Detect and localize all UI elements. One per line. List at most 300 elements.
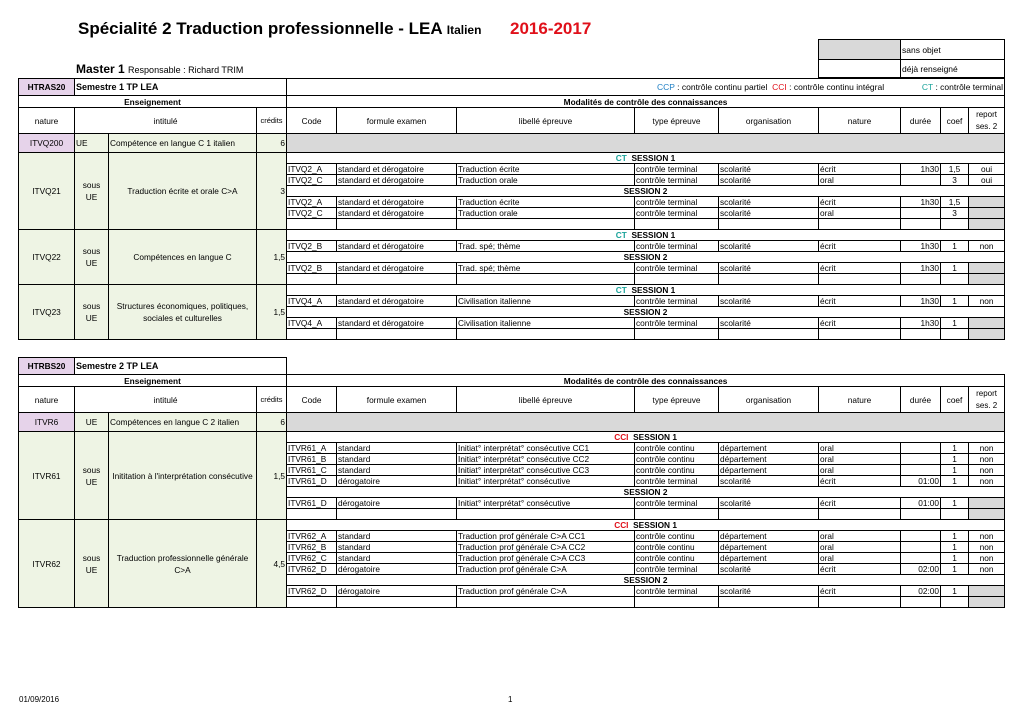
empty-cell (819, 219, 901, 230)
session-label: SESSION 2 (623, 487, 668, 497)
exam-formule: standard et dérogatoire (337, 164, 457, 175)
exam-libelle: Civilisation italienne (457, 296, 635, 307)
empty-cell (819, 274, 901, 285)
exam-type: contrôle continu (635, 542, 719, 553)
col-coef: coef (941, 387, 969, 413)
empty-cell (901, 219, 941, 230)
exam-report (969, 498, 1005, 509)
sub-ue-nature: sous UE (75, 432, 109, 520)
col-coef: coef (941, 108, 969, 134)
exam-coef: 3 (941, 175, 969, 186)
exam-duree (901, 465, 941, 476)
exam-organisation: scolarité (719, 208, 819, 219)
session-header (287, 252, 1005, 263)
exam-coef: 1 (941, 498, 969, 509)
exam-report: non (969, 443, 1005, 454)
empty-cell (819, 329, 901, 340)
empty-cell (457, 274, 635, 285)
exam-report: non (969, 542, 1005, 553)
exam-nature: écrit (819, 476, 901, 487)
col-report: report ses. 2 (969, 387, 1005, 413)
academic-year: 2016-2017 (510, 19, 592, 38)
exam-duree: 1h30 (901, 164, 941, 175)
exam-type: contrôle terminal (635, 208, 719, 219)
exam-coef: 1,5 (941, 197, 969, 208)
exam-code: ITVR61_B (287, 454, 337, 465)
exam-type: contrôle terminal (635, 263, 719, 274)
empty-cell (719, 329, 819, 340)
exam-coef: 1 (941, 531, 969, 542)
exam-nature: écrit (819, 498, 901, 509)
empty-cell (901, 274, 941, 285)
enseignement-header: Enseignement (19, 375, 287, 387)
exam-report (969, 197, 1005, 208)
exam-duree: 02:00 (901, 586, 941, 597)
exam-report: non (969, 454, 1005, 465)
exam-nature: écrit (819, 564, 901, 575)
legend (818, 39, 1005, 78)
exam-formule: standard et dérogatoire (337, 318, 457, 329)
exam-formule: dérogatoire (337, 476, 457, 487)
empty-cell (287, 509, 337, 520)
exam-type: contrôle continu (635, 465, 719, 476)
col-formule: formule examen (337, 387, 457, 413)
exam-organisation: scolarité (719, 263, 819, 274)
col-nature: nature (19, 108, 75, 134)
exam-duree: 1h30 (901, 241, 941, 252)
exam-organisation: scolarité (719, 564, 819, 575)
exam-formule: standard et dérogatoire (337, 208, 457, 219)
exam-type: contrôle continu (635, 443, 719, 454)
col-nature: nature (19, 387, 75, 413)
sub-ue-credits: 3 (257, 153, 287, 230)
exam-code: ITVQ4_A (287, 318, 337, 329)
exam-formule: dérogatoire (337, 498, 457, 509)
exam-organisation: département (719, 531, 819, 542)
exam-duree (901, 531, 941, 542)
sub-ue-block (19, 153, 1005, 230)
exam-libelle: Traduction prof générale C>A (457, 564, 635, 575)
page-number: 1 (508, 695, 513, 704)
exam-libelle: Traduction orale (457, 208, 635, 219)
exam-type: contrôle terminal (635, 586, 719, 597)
empty-cell (969, 329, 1005, 340)
exam-report (969, 318, 1005, 329)
empty-cell (969, 274, 1005, 285)
session-header (287, 186, 1005, 197)
exam-duree: 1h30 (901, 296, 941, 307)
session-header (287, 575, 1005, 586)
ue-credits: 6 (257, 413, 287, 432)
sub-ue-credits: 1,5 (257, 285, 287, 340)
exam-coef: 1 (941, 586, 969, 597)
exam-organisation: scolarité (719, 164, 819, 175)
exam-code: ITVR62_D (287, 564, 337, 575)
empty-cell (719, 219, 819, 230)
sub-ue-title: Structures économiques, politiques, sociales et culturelles (109, 285, 257, 340)
sub-ue-code: ITVQ22 (19, 230, 75, 285)
exam-libelle: Traduction orale (457, 175, 635, 186)
exam-formule: standard (337, 531, 457, 542)
exam-code: ITVR61_D (287, 476, 337, 487)
col-type: type épreuve (635, 387, 719, 413)
exam-nature: écrit (819, 263, 901, 274)
exam-coef: 1 (941, 476, 969, 487)
exam-nature: oral (819, 542, 901, 553)
exam-coef: 1 (941, 296, 969, 307)
col-report: report ses. 2 (969, 108, 1005, 134)
exam-coef: 1,5 (941, 164, 969, 175)
semester-title: Semestre 1 TP LEA (75, 79, 287, 96)
col-intitule: intitulé (75, 387, 257, 413)
empty-cell (901, 509, 941, 520)
semester-title: Semestre 2 TP LEA (75, 358, 287, 375)
session-label: SESSION 2 (623, 575, 668, 585)
session-header (287, 520, 1005, 531)
sub-ue-nature: sous UE (75, 285, 109, 340)
sub-ue-nature: sous UE (75, 153, 109, 230)
exam-coef: 1 (941, 443, 969, 454)
legend-modes: CCP : contrôle continu partiel CCI : contrôle continu intégral CT : contrôle terminal (287, 79, 1005, 96)
empty-cell (337, 509, 457, 520)
empty-cell (337, 597, 457, 608)
ue-nature: UE (75, 134, 109, 153)
empty-cell (819, 597, 901, 608)
exam-type: contrôle terminal (635, 164, 719, 175)
exam-libelle: Trad. spé; thème (457, 263, 635, 274)
exam-code: ITVQ2_C (287, 208, 337, 219)
exam-libelle: Initiat° interprétat° consécutive (457, 476, 635, 487)
ue-code: ITVQ200 (19, 134, 75, 153)
col-nature2: nature (819, 387, 901, 413)
exam-organisation: département (719, 443, 819, 454)
exam-nature: oral (819, 465, 901, 476)
exam-code: ITVR61_C (287, 465, 337, 476)
empty-cell (457, 597, 635, 608)
exam-code: ITVQ4_A (287, 296, 337, 307)
exam-formule: standard (337, 454, 457, 465)
exam-formule: standard (337, 465, 457, 476)
exam-libelle: Initiat° interprétat° consécutive CC2 (457, 454, 635, 465)
exam-formule: standard (337, 542, 457, 553)
exam-report (969, 263, 1005, 274)
exam-code: ITVR62_B (287, 542, 337, 553)
sub-ue-code: ITVQ21 (19, 153, 75, 230)
semester-code: HTRBS20 (19, 358, 75, 375)
exam-formule: standard et dérogatoire (337, 197, 457, 208)
exam-nature: oral (819, 208, 901, 219)
ue-code: ITVR6 (19, 413, 75, 432)
exam-type: contrôle continu (635, 454, 719, 465)
exam-nature: oral (819, 175, 901, 186)
sub-ue-credits: 1,5 (257, 230, 287, 285)
exam-organisation: scolarité (719, 498, 819, 509)
exam-coef: 1 (941, 454, 969, 465)
empty-cell (457, 329, 635, 340)
exam-code: ITVQ2_A (287, 164, 337, 175)
semester-1-table (18, 78, 1005, 340)
exam-formule: standard et dérogatoire (337, 175, 457, 186)
exam-coef: 3 (941, 208, 969, 219)
empty-cell (719, 274, 819, 285)
exam-code: ITVR61_D (287, 498, 337, 509)
empty-cell (969, 597, 1005, 608)
legend-sans-objet: sans objet (901, 40, 1005, 60)
session-header (287, 487, 1005, 498)
col-libelle: libellé épreuve (457, 387, 635, 413)
empty-cell (941, 219, 969, 230)
exam-nature: écrit (819, 241, 901, 252)
sub-ue-title: Traduction écrite et orale C>A (109, 153, 257, 230)
exam-code: ITVR62_A (287, 531, 337, 542)
col-libelle: libellé épreuve (457, 108, 635, 134)
exam-report: non (969, 476, 1005, 487)
col-credits: crédits (257, 387, 287, 413)
session-header (287, 285, 1005, 296)
exam-coef: 1 (941, 318, 969, 329)
col-nature2: nature (819, 108, 901, 134)
session-label: SESSION 1 (631, 230, 676, 240)
session-mode: CT (615, 230, 627, 240)
exam-report: non (969, 465, 1005, 476)
exam-coef: 1 (941, 542, 969, 553)
exam-libelle: Trad. spé; thème (457, 241, 635, 252)
exam-type: contrôle continu (635, 553, 719, 564)
exam-report: non (969, 241, 1005, 252)
session-label: SESSION 1 (633, 520, 677, 530)
empty-cell (941, 597, 969, 608)
empty-cell (287, 597, 337, 608)
session-header (287, 307, 1005, 318)
exam-nature: écrit (819, 164, 901, 175)
col-duree: durée (901, 387, 941, 413)
exam-coef: 1 (941, 241, 969, 252)
empty-cell (337, 329, 457, 340)
exam-coef: 1 (941, 465, 969, 476)
col-organisation: organisation (719, 387, 819, 413)
exam-organisation: scolarité (719, 241, 819, 252)
session-label: SESSION 2 (623, 252, 668, 262)
exam-code: ITVQ2_B (287, 263, 337, 274)
modalites-header: Modalités de contrôle des connaissances (287, 96, 1005, 108)
exam-duree (901, 542, 941, 553)
exam-organisation: scolarité (719, 476, 819, 487)
empty-cell (287, 219, 337, 230)
exam-organisation: département (719, 542, 819, 553)
sub-ue-block (19, 520, 1005, 608)
session-label: SESSION 1 (631, 285, 676, 295)
legend-swatch-white (819, 60, 901, 78)
col-credits: crédits (257, 108, 287, 134)
exam-code: ITVR62_C (287, 553, 337, 564)
session-header (287, 230, 1005, 241)
exam-coef: 1 (941, 564, 969, 575)
exam-formule: standard et dérogatoire (337, 296, 457, 307)
col-formule: formule examen (337, 108, 457, 134)
exam-duree (901, 175, 941, 186)
exam-duree (901, 553, 941, 564)
exam-type: contrôle terminal (635, 564, 719, 575)
exam-type: contrôle terminal (635, 296, 719, 307)
exam-organisation: scolarité (719, 318, 819, 329)
legend-swatch-gray (819, 40, 901, 60)
legend-deja-renseigne: déjà renseigné (901, 60, 1005, 78)
exam-libelle: Traduction prof générale C>A CC1 (457, 531, 635, 542)
session-header (287, 432, 1005, 443)
exam-code: ITVQ2_A (287, 197, 337, 208)
sub-ue-title: Traduction professionnelle générale C>A (109, 520, 257, 608)
sub-ue-code: ITVQ23 (19, 285, 75, 340)
empty-cell (635, 329, 719, 340)
empty-cell (969, 219, 1005, 230)
footer-date: 01/09/2016 (19, 695, 60, 704)
exam-duree: 02:00 (901, 564, 941, 575)
empty-cell (337, 274, 457, 285)
empty-cell (941, 509, 969, 520)
sub-ue-credits: 4,5 (257, 520, 287, 608)
col-duree: durée (901, 108, 941, 134)
exam-formule: standard et dérogatoire (337, 263, 457, 274)
empty-cell (819, 509, 901, 520)
sub-ue-block (19, 432, 1005, 520)
col-intitule: intitulé (75, 108, 257, 134)
exam-organisation: département (719, 465, 819, 476)
exam-duree: 1h30 (901, 197, 941, 208)
exam-duree: 01:00 (901, 498, 941, 509)
exam-duree (901, 443, 941, 454)
exam-organisation: scolarité (719, 175, 819, 186)
sub-ue-block (19, 285, 1005, 340)
session-label: SESSION 2 (623, 186, 668, 196)
exam-nature: oral (819, 553, 901, 564)
session-mode: CCI (614, 520, 629, 530)
col-type: type épreuve (635, 108, 719, 134)
empty-cell (635, 597, 719, 608)
exam-libelle: Traduction prof générale C>A CC2 (457, 542, 635, 553)
empty-cell (969, 509, 1005, 520)
master-label: Master 1 Responsable : Richard TRIM (76, 62, 244, 76)
session-mode: CT (615, 153, 627, 163)
exam-nature: écrit (819, 197, 901, 208)
exam-report: non (969, 564, 1005, 575)
exam-organisation: scolarité (719, 197, 819, 208)
exam-code: ITVQ2_C (287, 175, 337, 186)
modalites-header: Modalités de contrôle des connaissances (287, 375, 1005, 387)
exam-organisation: département (719, 454, 819, 465)
exam-duree: 01:00 (901, 476, 941, 487)
empty-cell (719, 509, 819, 520)
exam-type: contrôle terminal (635, 197, 719, 208)
sub-ue-code: ITVR62 (19, 520, 75, 608)
empty-cell (941, 274, 969, 285)
ue-title: Compétences en langue C 2 italien (109, 413, 257, 432)
exam-report: non (969, 531, 1005, 542)
exam-duree (901, 208, 941, 219)
session-label: SESSION 2 (623, 307, 668, 317)
empty-cell (337, 219, 457, 230)
exam-formule: standard et dérogatoire (337, 241, 457, 252)
empty-cell (457, 219, 635, 230)
exam-libelle: Traduction prof générale C>A (457, 586, 635, 597)
col-organisation: organisation (719, 108, 819, 134)
exam-libelle: Traduction écrite (457, 197, 635, 208)
sub-ue-nature: sous UE (75, 230, 109, 285)
exam-duree: 1h30 (901, 318, 941, 329)
exam-nature: écrit (819, 296, 901, 307)
exam-report: oui (969, 164, 1005, 175)
col-code: Code (287, 108, 337, 134)
ue-credits: 6 (257, 134, 287, 153)
session-mode: CCI (614, 432, 629, 442)
exam-type: contrôle terminal (635, 476, 719, 487)
exam-nature: oral (819, 443, 901, 454)
exam-duree (901, 454, 941, 465)
exam-coef: 1 (941, 553, 969, 564)
exam-nature: oral (819, 531, 901, 542)
exam-nature: oral (819, 454, 901, 465)
session-mode: CT (615, 285, 627, 295)
sub-ue-credits: 1,5 (257, 432, 287, 520)
exam-type: contrôle continu (635, 531, 719, 542)
exam-report (969, 208, 1005, 219)
empty-cell (287, 329, 337, 340)
exam-libelle: Initiat° interprétat° consécutive CC3 (457, 465, 635, 476)
page-title: Spécialité 2 Traduction professionnelle - LEA Italien (78, 19, 482, 38)
semester-2-table (18, 357, 1005, 608)
exam-type: contrôle terminal (635, 241, 719, 252)
exam-report: non (969, 553, 1005, 564)
session-label: SESSION 1 (633, 432, 677, 442)
empty-cell (635, 274, 719, 285)
exam-libelle: Initiat° interprétat° consécutive (457, 498, 635, 509)
exam-type: contrôle terminal (635, 498, 719, 509)
exam-formule: dérogatoire (337, 564, 457, 575)
empty-cell (287, 274, 337, 285)
empty-cell (901, 329, 941, 340)
sub-ue-title: Inititation à l'interprétation consécutive (109, 432, 257, 520)
exam-formule: dérogatoire (337, 586, 457, 597)
exam-code: ITVR61_A (287, 443, 337, 454)
empty-cell (901, 597, 941, 608)
empty-cell (719, 597, 819, 608)
exam-duree: 1h30 (901, 263, 941, 274)
exam-formule: standard (337, 553, 457, 564)
sub-ue-title: Compétences en langue C (109, 230, 257, 285)
col-code: Code (287, 387, 337, 413)
exam-libelle: Traduction prof générale C>A CC3 (457, 553, 635, 564)
exam-type: contrôle terminal (635, 175, 719, 186)
exam-organisation: scolarité (719, 296, 819, 307)
exam-nature: écrit (819, 318, 901, 329)
empty-cell (941, 329, 969, 340)
empty-cell (635, 509, 719, 520)
sub-ue-code: ITVR61 (19, 432, 75, 520)
ue-nature: UE (75, 413, 109, 432)
sub-ue-nature: sous UE (75, 520, 109, 608)
exam-organisation: département (719, 553, 819, 564)
empty-cell (457, 509, 635, 520)
session-header (287, 153, 1005, 164)
exam-coef: 1 (941, 263, 969, 274)
exam-libelle: Civilisation italienne (457, 318, 635, 329)
ue-title: Compétence en langue C 1 italien (109, 134, 257, 153)
exam-report: oui (969, 175, 1005, 186)
session-label: SESSION 1 (631, 153, 676, 163)
exam-report: non (969, 296, 1005, 307)
exam-code: ITVR62_D (287, 586, 337, 597)
exam-organisation: scolarité (719, 586, 819, 597)
exam-type: contrôle terminal (635, 318, 719, 329)
